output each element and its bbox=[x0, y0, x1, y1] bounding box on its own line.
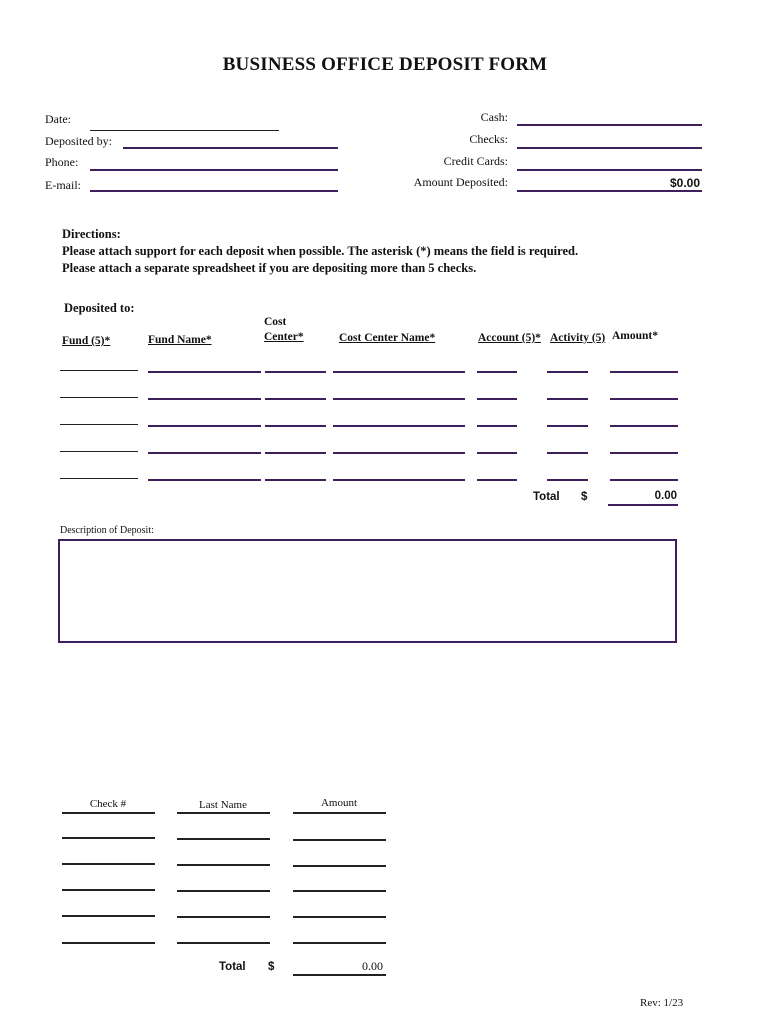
column-last-name: Last Name bbox=[199, 799, 247, 811]
activity-field-1[interactable] bbox=[547, 353, 588, 373]
account-field-1[interactable] bbox=[477, 353, 517, 373]
check-number-field-3[interactable] bbox=[62, 871, 155, 891]
email-field[interactable] bbox=[90, 172, 338, 192]
revision-label: Rev: 1/23 bbox=[640, 997, 684, 1009]
amount-deposited-underline bbox=[517, 190, 702, 192]
check-amount-field-4[interactable] bbox=[293, 898, 386, 918]
last-name-field-5[interactable] bbox=[177, 924, 270, 944]
amount-field-1[interactable] bbox=[610, 353, 678, 373]
check-amount-field-1[interactable] bbox=[293, 821, 386, 841]
last-name-field-4[interactable] bbox=[177, 898, 270, 918]
account-field-3[interactable] bbox=[477, 407, 517, 427]
cash-field[interactable] bbox=[517, 106, 702, 126]
deposited-by-field[interactable] bbox=[123, 129, 338, 149]
cost-center-field-1[interactable] bbox=[265, 353, 326, 373]
form-title: BUSINESS OFFICE DEPOSIT FORM bbox=[222, 54, 548, 75]
cost-center-name-field-5[interactable] bbox=[333, 461, 465, 481]
credit-cards-field[interactable] bbox=[517, 151, 702, 171]
deposit-total-label: Total bbox=[533, 491, 560, 503]
fund-name-field-1[interactable] bbox=[148, 353, 261, 373]
description-label: Description of Deposit: bbox=[60, 525, 154, 536]
cost-center-field-3[interactable] bbox=[265, 407, 326, 427]
account-field-4[interactable] bbox=[477, 434, 517, 454]
cost-center-field-5[interactable] bbox=[265, 461, 326, 481]
checks-total-currency: $ bbox=[268, 961, 275, 973]
check-number-field-5[interactable] bbox=[62, 924, 155, 944]
phone-label: Phone: bbox=[45, 155, 79, 169]
fund-name-field-2[interactable] bbox=[148, 380, 261, 400]
column-fund-name: Fund Name* bbox=[148, 334, 212, 346]
check-amount-field-2[interactable] bbox=[293, 847, 386, 867]
fund-field-4[interactable] bbox=[60, 433, 138, 452]
deposit-total-underline bbox=[608, 504, 678, 506]
checks-label: Checks: bbox=[469, 132, 508, 146]
cost-center-name-field-3[interactable] bbox=[333, 407, 465, 427]
check-amount-field-5[interactable] bbox=[293, 924, 386, 944]
directions-line-1: Please attach support for each deposit when possible. The asterisk (*) means the field is required. bbox=[62, 244, 579, 258]
checks-total-label: Total bbox=[219, 961, 246, 973]
deposited-by-label: Deposited by: bbox=[45, 134, 112, 148]
amount-field-4[interactable] bbox=[610, 434, 678, 454]
column-check-number: Check # bbox=[89, 798, 127, 810]
cost-center-field-4[interactable] bbox=[265, 434, 326, 454]
cost-center-name-field-4[interactable] bbox=[333, 434, 465, 454]
directions-heading: Directions: bbox=[62, 227, 121, 241]
activity-field-5[interactable] bbox=[547, 461, 588, 481]
cost-center-field-2[interactable] bbox=[265, 380, 326, 400]
amount-deposited-value: $0.00 bbox=[669, 176, 700, 190]
amount-field-2[interactable] bbox=[610, 380, 678, 400]
fund-field-3[interactable] bbox=[60, 406, 138, 425]
cost-center-name-field-1[interactable] bbox=[333, 353, 465, 373]
date-label: Date: bbox=[45, 112, 71, 126]
email-label: E-mail: bbox=[45, 178, 81, 192]
checks-total-value: 0.00 bbox=[362, 959, 383, 973]
last-name-field-2[interactable] bbox=[177, 846, 270, 866]
checks-total-underline bbox=[293, 974, 386, 976]
column-cost-center-line2: Center* bbox=[264, 331, 304, 343]
column-fund: Fund (5)* bbox=[62, 335, 111, 347]
fund-name-field-4[interactable] bbox=[148, 434, 261, 454]
column-activity: Activity (5) bbox=[550, 332, 606, 344]
directions-line-2: Please attach a separate spreadsheet if you are depositing more than 5 checks. bbox=[62, 261, 477, 275]
check-number-field-1[interactable] bbox=[62, 819, 155, 839]
check-number-field-2[interactable] bbox=[62, 845, 155, 865]
column-amount-checks: Amount bbox=[320, 797, 358, 809]
description-textarea[interactable] bbox=[58, 539, 677, 643]
last-name-header-rule bbox=[177, 812, 270, 814]
cash-label: Cash: bbox=[480, 110, 508, 124]
deposited-to-heading: Deposited to: bbox=[64, 301, 135, 315]
last-name-field-1[interactable] bbox=[177, 820, 270, 840]
cost-center-name-field-2[interactable] bbox=[333, 380, 465, 400]
activity-field-3[interactable] bbox=[547, 407, 588, 427]
fund-field-2[interactable] bbox=[60, 379, 138, 398]
deposit-total-currency: $ bbox=[581, 491, 588, 503]
fund-field-1[interactable] bbox=[60, 352, 138, 371]
last-name-field-3[interactable] bbox=[177, 872, 270, 892]
amount-field-3[interactable] bbox=[610, 407, 678, 427]
activity-field-4[interactable] bbox=[547, 434, 588, 454]
check-amount-field-3[interactable] bbox=[293, 872, 386, 892]
account-field-2[interactable] bbox=[477, 380, 517, 400]
deposit-total-value: 0.00 bbox=[654, 490, 677, 502]
column-cost-center-name: Cost Center Name* bbox=[339, 332, 436, 344]
fund-name-field-5[interactable] bbox=[148, 461, 261, 481]
column-account: Account (5)* bbox=[478, 332, 541, 344]
check-number-field-4[interactable] bbox=[62, 897, 155, 917]
column-amount: Amount* bbox=[612, 330, 659, 342]
amount-header-rule bbox=[293, 812, 386, 814]
phone-field[interactable] bbox=[90, 151, 338, 171]
check-number-header-rule bbox=[62, 812, 155, 814]
checks-field[interactable] bbox=[517, 129, 702, 149]
activity-field-2[interactable] bbox=[547, 380, 588, 400]
fund-field-5[interactable] bbox=[60, 460, 138, 479]
account-field-5[interactable] bbox=[477, 461, 517, 481]
credit-cards-label: Credit Cards: bbox=[443, 154, 508, 168]
amount-field-5[interactable] bbox=[610, 461, 678, 481]
column-cost-center-line1: Cost bbox=[264, 316, 287, 328]
fund-name-field-3[interactable] bbox=[148, 407, 261, 427]
amount-deposited-label: Amount Deposited: bbox=[413, 175, 508, 189]
